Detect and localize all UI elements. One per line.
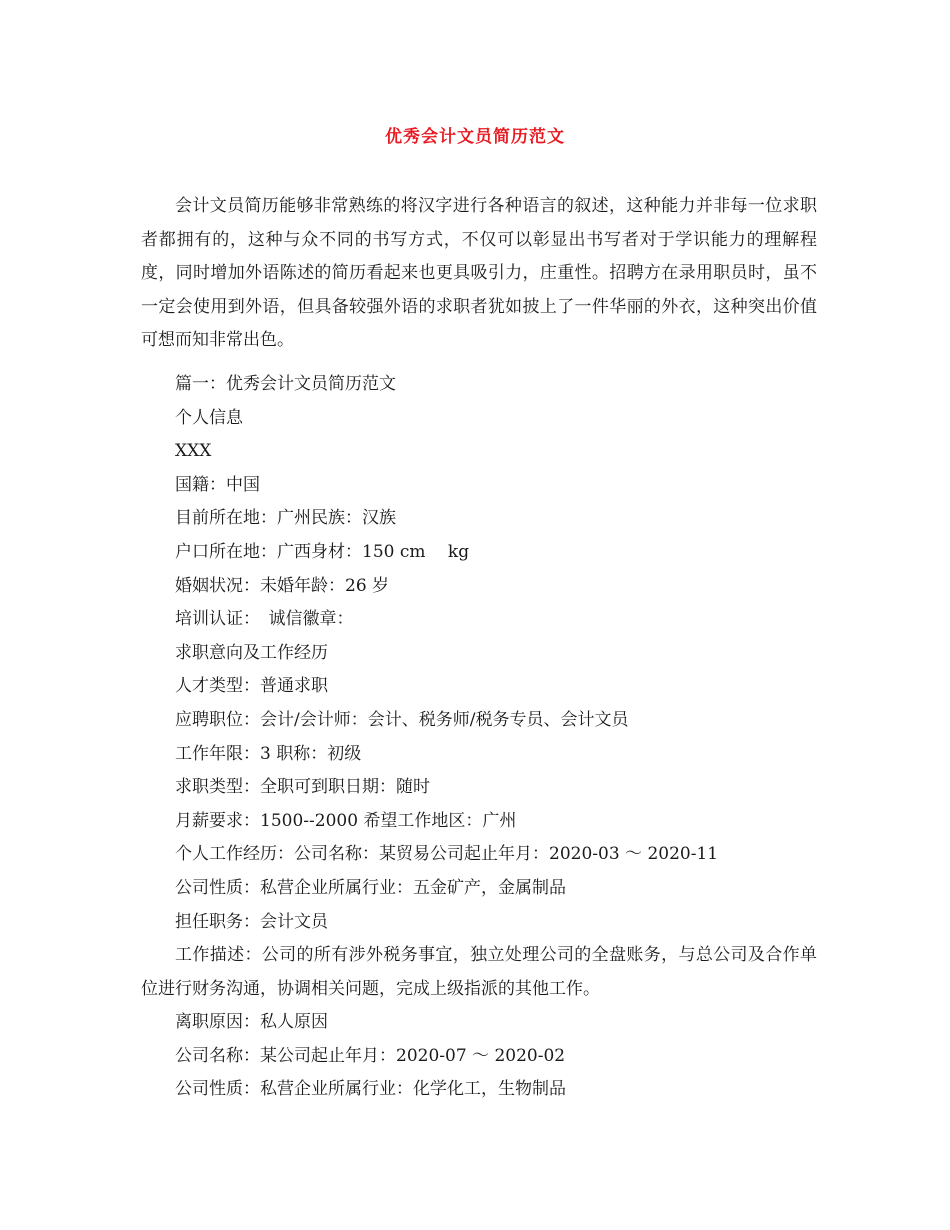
info-line: 工作年限：3 职称：初级 (175, 743, 362, 764)
info-line: 婚姻状况：未婚年龄：26 岁 (175, 575, 390, 596)
name-line: XXX (175, 441, 212, 462)
info-line: 离职原因：私人原因 (175, 1012, 328, 1033)
section-heading: 个人信息 (175, 407, 243, 428)
info-line: 个人工作经历：公司名称：某贸易公司起止年月：2020-03 ～ 2020-11 (175, 844, 719, 865)
info-line: 培训认证： 诚信徽章： (175, 609, 354, 630)
section-heading: 求职意向及工作经历 (175, 642, 328, 663)
info-line: 人才类型：普通求职 (175, 676, 328, 697)
info-line: 公司名称：某公司起止年月：2020-07 ～ 2020-02 (175, 1045, 566, 1066)
info-line: 担任职务：会计文员 (175, 911, 328, 932)
intro-paragraph: 会计文员简历能够非常熟练的将汉字进行各种语言的叙述，这种能力并非每一位求职者都拥有的，这种与众不同的书写方式，不仅可以彰显出书写者对于学识能力的理解程度，同时增加外语陈述的简历看起来也更具吸引力，庄重性。招聘方在录用职员时，虽不一定会使用到外语，但具备较强外语的求职者犹如披上了一件华丽的外衣，这种突出价值可想而知非常出色。 (141, 196, 817, 350)
info-line: 户口所在地：广西身材：150 cm kg (175, 541, 470, 562)
info-line: 目前所在地：广州民族：汉族 (175, 508, 396, 529)
section-heading: 篇一：优秀会计文员简历范文 (175, 374, 396, 394)
info-line: 公司性质：私营企业所属行业：五金矿产，金属制品 (175, 877, 566, 898)
document-title: 优秀会计文员简历范文 (385, 127, 565, 147)
info-line: 月薪要求：1500--2000 希望工作地区：广州 (175, 810, 517, 831)
resume-lines (141, 368, 817, 1107)
info-line: 应聘职位：会计/会计师：会计、税务师/税务专员、会计文员 (175, 709, 629, 730)
info-line: 公司性质：私营企业所属行业：化学化工，生物制品 (175, 1079, 566, 1100)
info-line: 国籍：中国 (175, 474, 260, 495)
job-description: 工作描述：公司的所有涉外税务事宜，独立处理公司的全盘账务，与总公司及合作单位进行财务沟通，协调相关问题，完成上级指派的其他工作。 (141, 945, 817, 999)
info-line: 求职类型：全职可到职日期：随时 (175, 777, 430, 798)
